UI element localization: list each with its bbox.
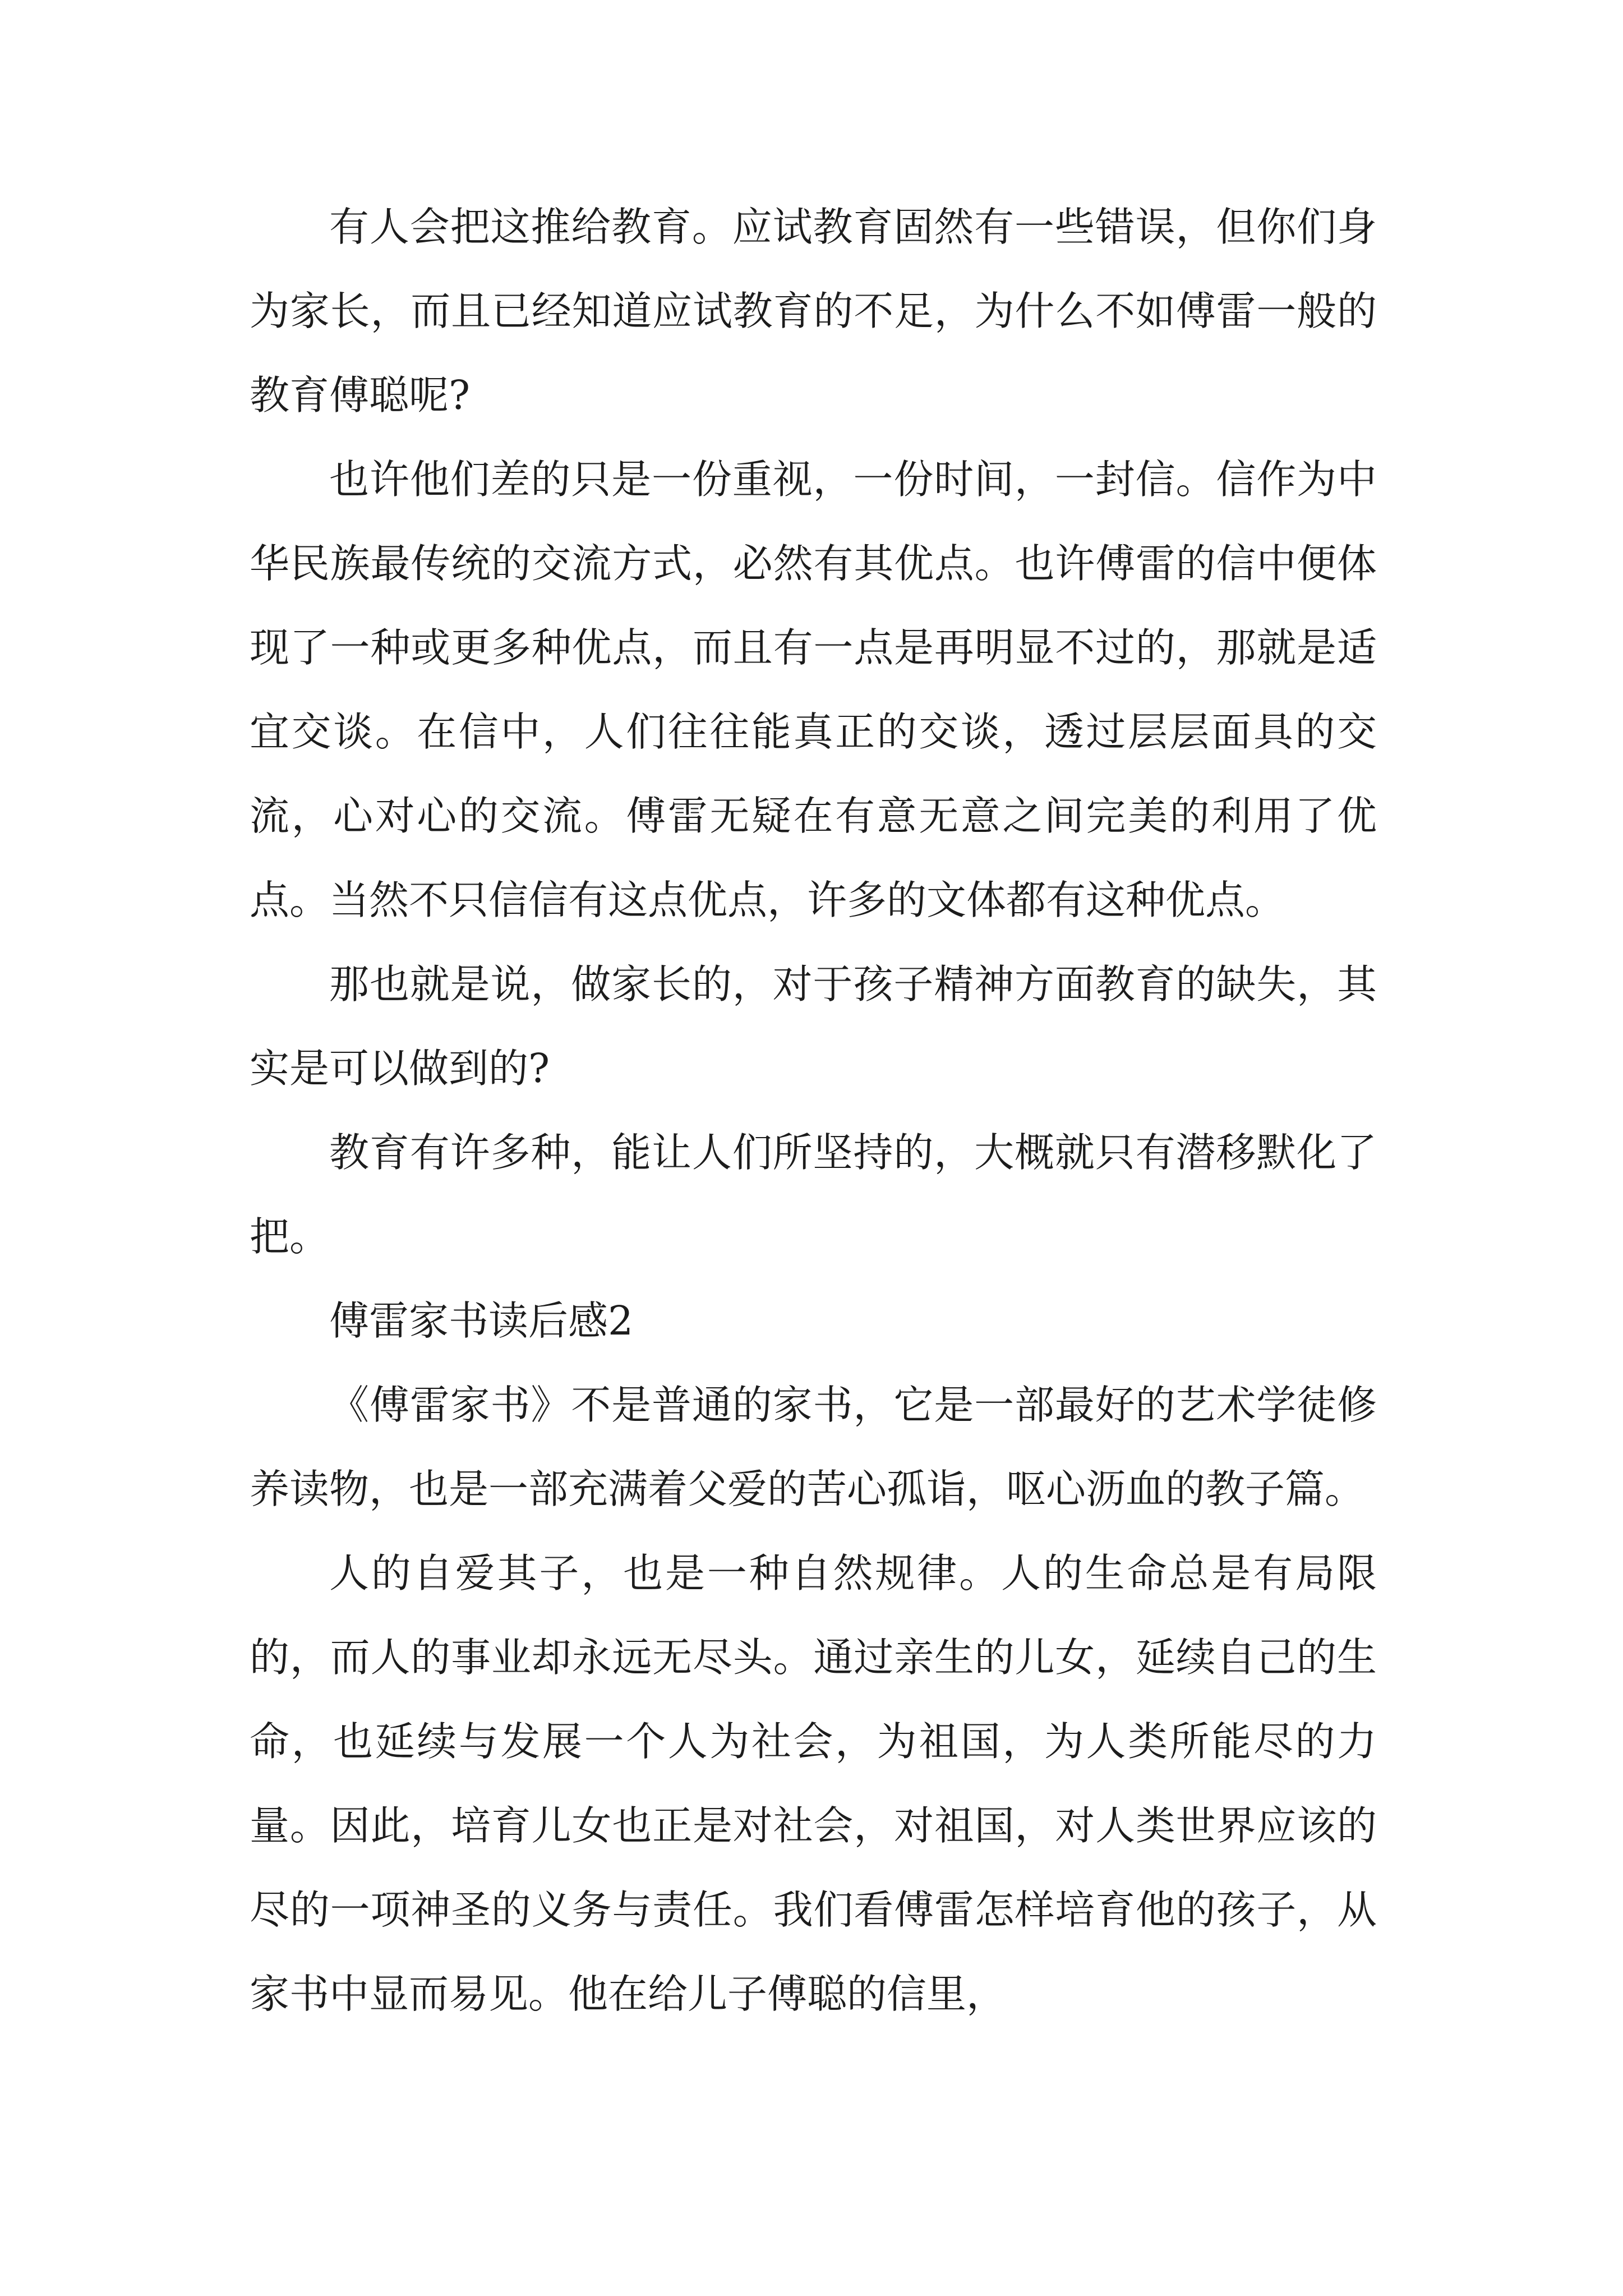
paragraph-nurturing-children: 人的自爱其子，也是一种自然规律。人的生命总是有局限的，而人的事业却永远无尽头。通过亲生的儿女，延续自己的生命，也延续与发展一个人为社会，为祖国，为人类所能尽的力量。因此，培育儿女也正是对社会，对祖国，对人类世界应该的尽的一项神圣的义务与责任。我们看傅雷怎样培育他的孩子，从家书中显而易见。他在给儿子傅聪的信里， <box>250 1550 1377 2017</box>
document-body <box>250 185 1377 2036</box>
section-heading: 傅雷家书读后感2 <box>329 1297 634 1344</box>
paragraph-subtle-influence: 教育有许多种，能让人们所坚持的，大概就只有潜移默化了把。 <box>250 1129 1377 1260</box>
paragraph-parents-can-do: 那也就是说，做家长的，对于孩子精神方面教育的缺失，其实是可以做到的? <box>250 961 1377 1092</box>
paragraph-book-intro: 《傅雷家书》不是普通的家书，它是一部最好的艺术学徒修养读物，也是一部充满着父爱的苦心孤诣，呕心沥血的教子篇。 <box>250 1382 1377 1512</box>
paragraph-letter-advantages: 也许他们差的只是一份重视，一份时间，一封信。信作为中华民族最传统的交流方式，必然有其优点。也许傅雷的信中便体现了一种或更多种优点，而且有一点是再明显不过的，那就是适宜交谈。在信中，人们往往能真正的交谈，透过层层面具的交流，心对心的交流。傅雷无疑在有意无意之间完美的利用了优点。当然不只信信有这点优点，许多的文体都有这种优点。 <box>250 456 1377 923</box>
paragraph-education-blame: 有人会把这推给教育。应试教育固然有一些错误，但你们身为家长，而且已经知道应试教育的不足，为什么不如傅雷一般的教育傅聪呢? <box>250 204 1377 418</box>
